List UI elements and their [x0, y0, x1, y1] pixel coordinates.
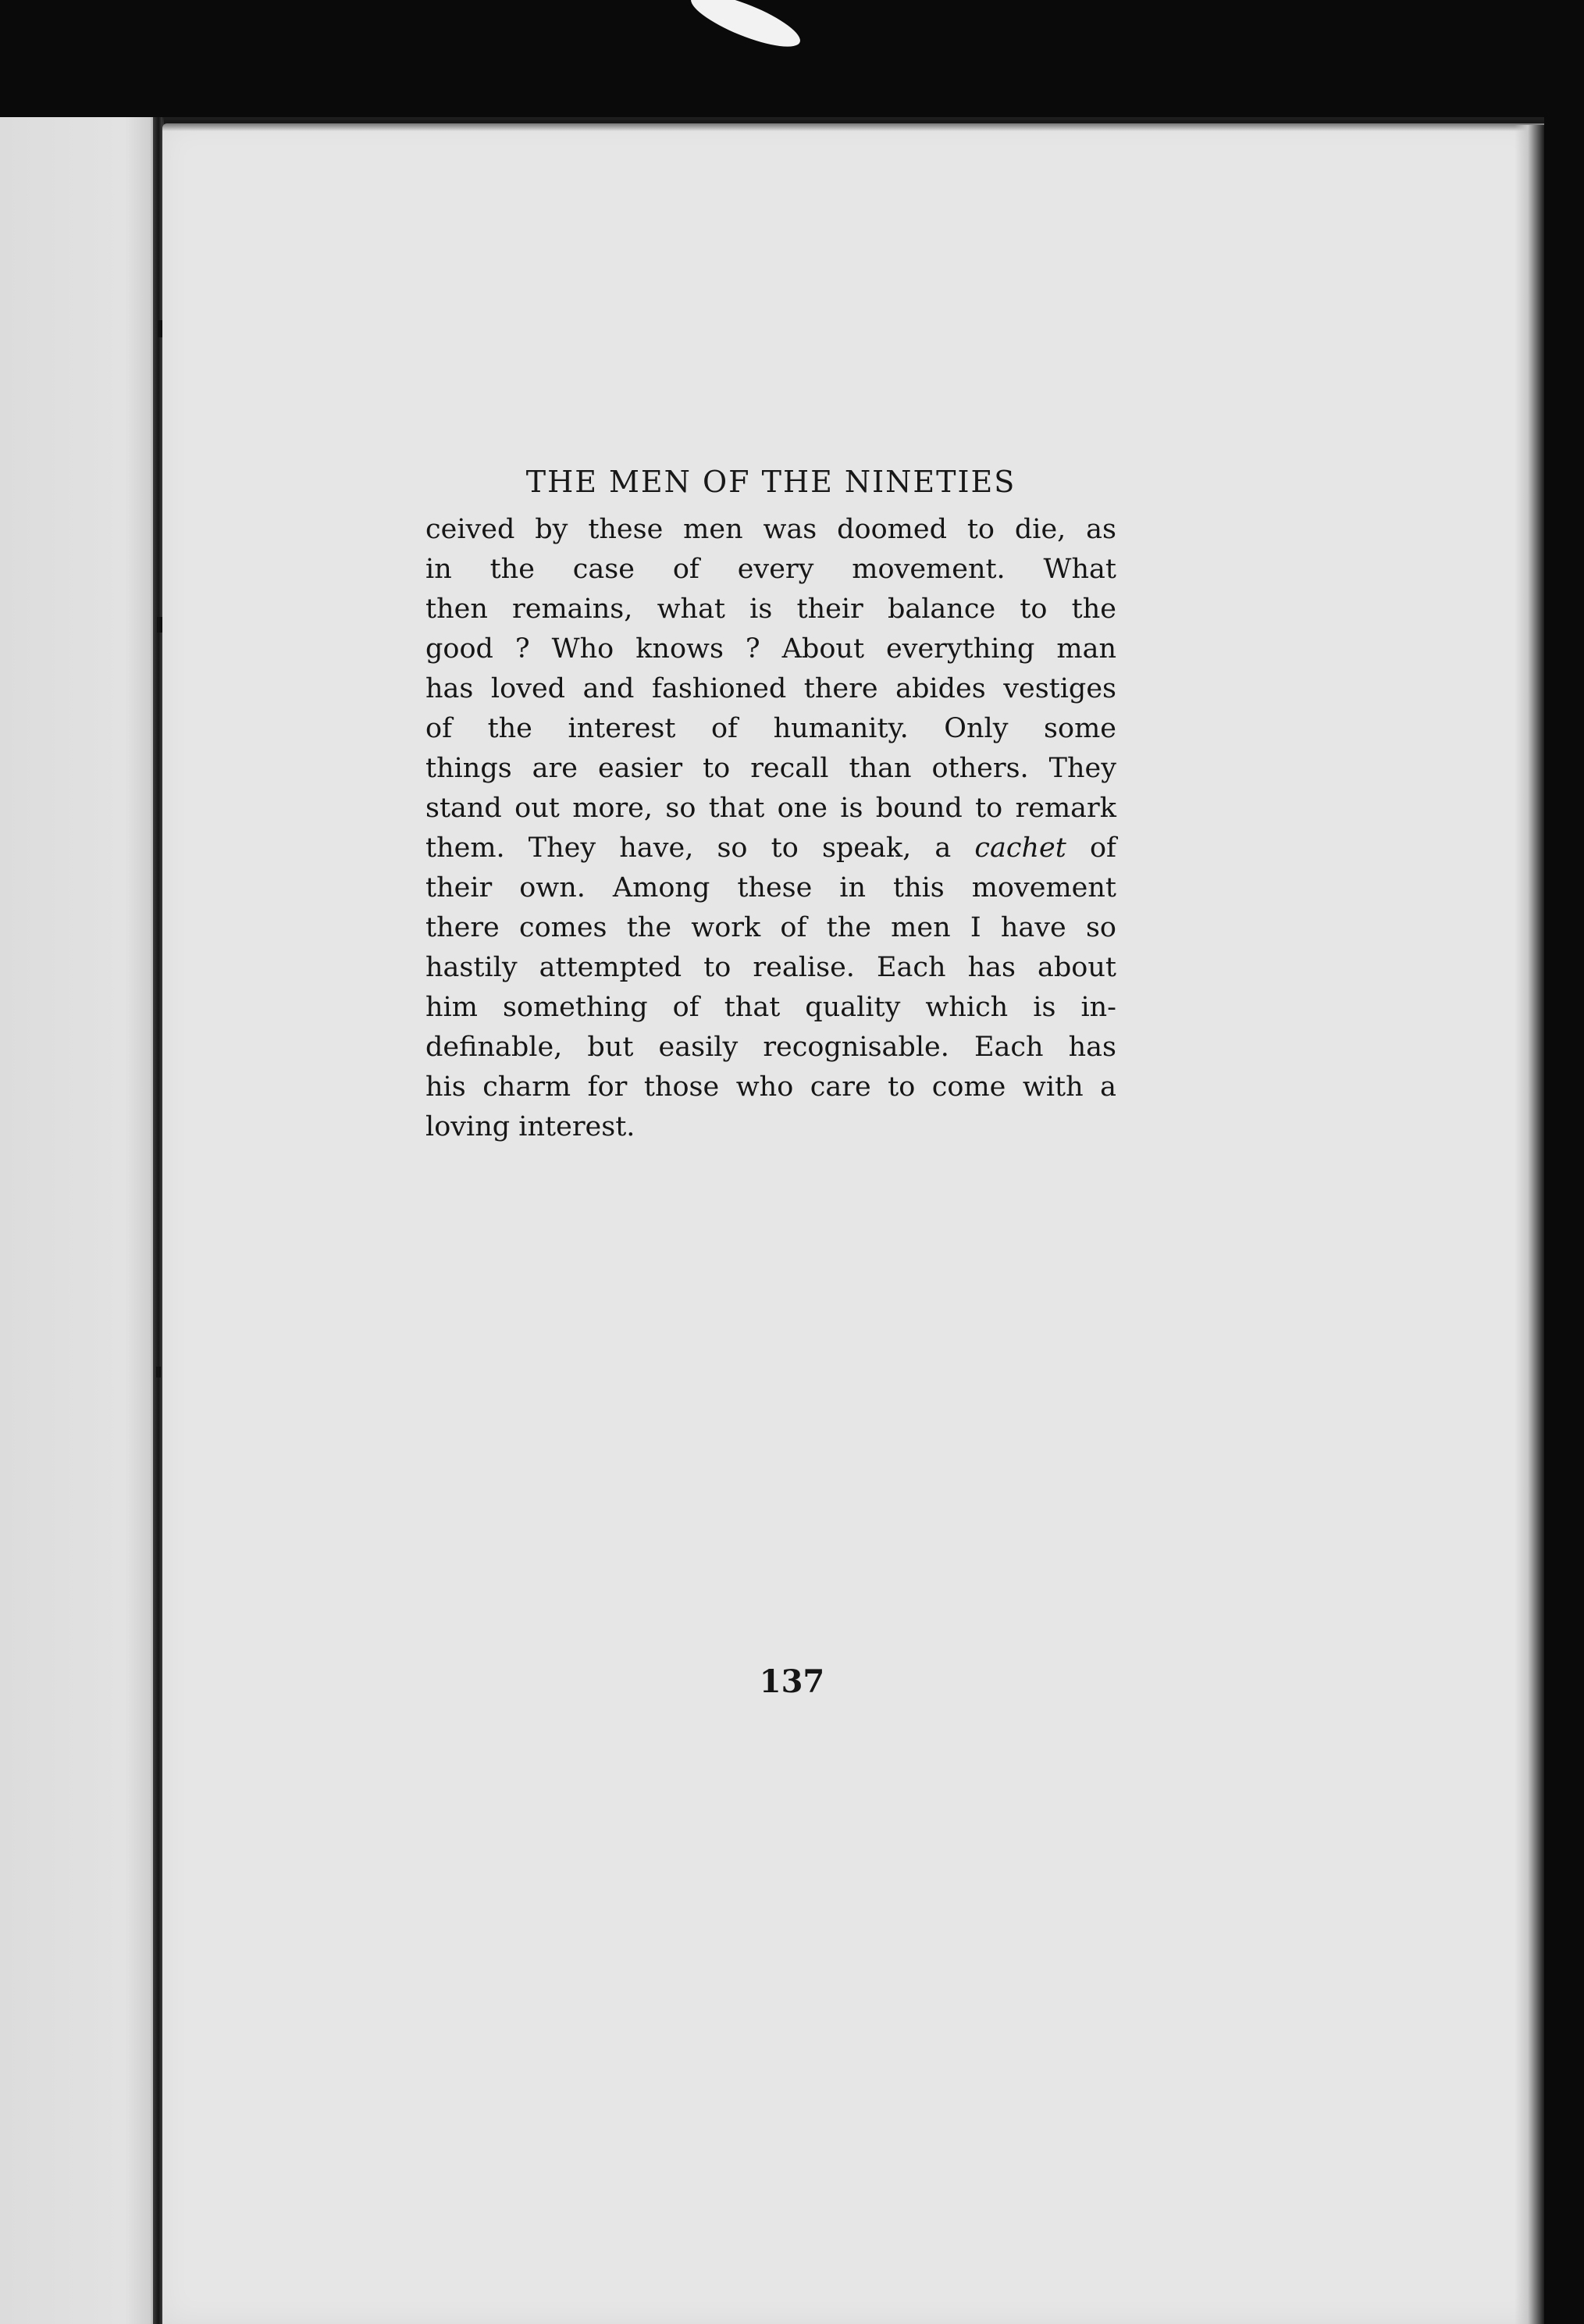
book-page — [162, 123, 1544, 2324]
text-line: definable, but easily recognisable. Each has — [425, 1032, 1116, 1063]
text-line: has loved and fashioned there abides vestiges — [425, 673, 1116, 704]
page-top-shadow — [162, 117, 1544, 131]
text-line-segment: of — [1089, 832, 1116, 864]
running-head: THE MEN OF THE NINETIES — [525, 465, 1016, 499]
body-paragraph — [425, 510, 1116, 1147]
text-line: there comes the work of the men I have so — [425, 912, 1116, 943]
text-line-segment: them. They have, so to speak, a — [425, 832, 952, 864]
text-line: ceived by these men was doomed to die, as — [425, 514, 1116, 545]
text-line: of the interest of humanity. Only some — [425, 713, 1116, 744]
text-line: him something of that quality which is in- — [425, 992, 1116, 1023]
scan-smudge — [685, 0, 806, 57]
text-line: in the case of every movement. What — [425, 554, 1116, 585]
scan-mark — [156, 1367, 161, 1378]
italic-word: cachet — [974, 832, 1066, 864]
page-right-edge — [1515, 125, 1544, 2324]
text-line: good ? Who knows ? About everything man — [425, 633, 1116, 665]
text-line: things are easier to recall than others. They — [425, 753, 1116, 784]
text-line: loving interest. — [425, 1111, 635, 1142]
page-text-block — [425, 465, 1116, 1147]
text-line: their own. Among these in this movement — [425, 872, 1116, 904]
text-line: stand out more, so that one is bound to remark — [425, 793, 1116, 824]
text-line: hastily attempted to realise. Each has about — [425, 952, 1116, 983]
scan-mark — [158, 320, 162, 337]
text-line: then remains, what is their balance to the — [425, 593, 1116, 625]
text-line-with-italic — [425, 829, 1116, 868]
page-number: 137 — [759, 1663, 825, 1700]
scan-mark — [157, 617, 162, 633]
facing-page-edge — [0, 117, 156, 2324]
text-line: his charm for those who care to come with a — [425, 1071, 1116, 1103]
